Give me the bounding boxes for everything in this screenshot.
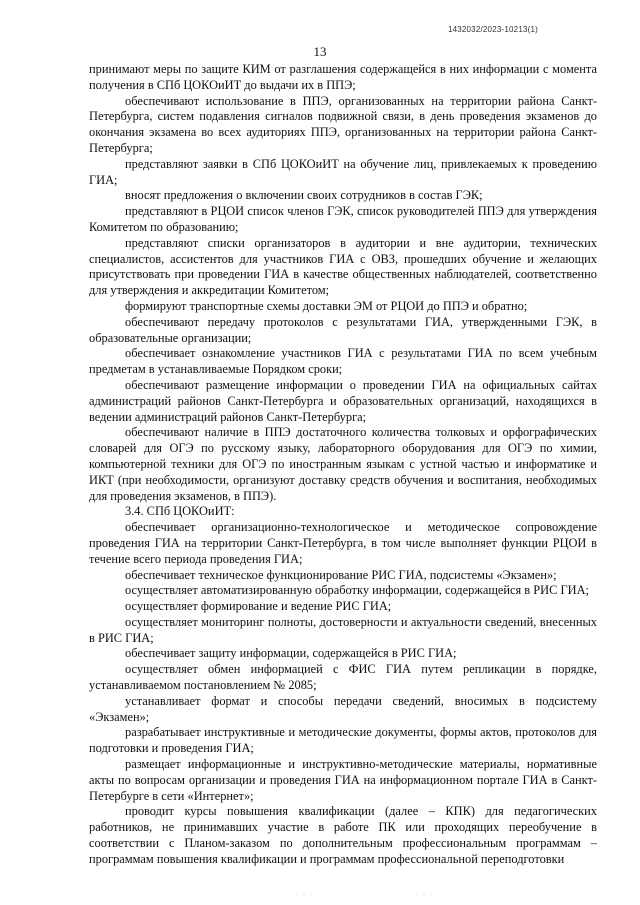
document-registration-number: 1432032/2023-10213(1) (447, 25, 538, 34)
scan-footer-mark: · · · · · · · · · · · · · · · · · · · · · · · · · · · · · · · (205, 893, 435, 899)
paragraph: формируют транспортные схемы доставки ЭМ от РЦОИ до ППЭ и обратно; (125, 298, 528, 313)
paragraph: устанавливает формат и способы передачи сведений, вносимых в подсистему «Экзамен»; (89, 693, 597, 724)
paragraph: разрабатывает инструктивные и методические документы, формы актов, протоколов для подготовки и проведения ГИА; (89, 725, 597, 756)
page-number: 13 (313, 44, 327, 59)
paragraph: обеспечивает организационно-технологическое и методическое сопровождение проведения ГИА на территории Санкт-Петербурга, в том числе выполняет функции РЦОИ в течение всего периода проведения ГИА; (89, 520, 597, 566)
paragraph: проводит курсы повышения квалификации (далее – КПК) для педагогических работников, не принимавших участие в работе ПК или проходящих переобучение в соответствии с Планом-заказом по дополнительным профессиональным программам – программам повышения квалификации и программам профессиональной переподготовки (89, 804, 597, 866)
paragraph: обеспечивают передачу протоколов с результатами ГИА, утвержденными ГЭК, в образовательные организации; (89, 314, 597, 345)
paragraph: обеспечивают использование в ППЭ, организованных на территории района Санкт-Петербурга, систем подавления сигналов подвижной связи, в день проведения экзаменов до окончания экзамена во всех аудиториях ППЭ, организованных на территории района Санкт-Петербурга; (89, 93, 597, 155)
paragraph: принимают меры по защите КИМ от разглашения содержащейся в них информации с момента получения в СПб ЦОКОиИТ до выдачи их в ППЭ; (89, 62, 597, 92)
paragraph: обеспечивает техническое функционирование РИС ГИА, подсистемы «Экзамен»; (125, 567, 557, 582)
paragraph: осуществляет формирование и ведение РИС ГИА; (125, 599, 392, 614)
paragraph: вносят предложения о включении своих сотрудников в состав ГЭК; (125, 188, 483, 203)
paragraph: обеспечивает ознакомление участников ГИА с результатами ГИА по всем учебным предметам в устанавливаемые Порядком сроки; (89, 346, 597, 377)
paragraph: обеспечивают размещение информации о проведении ГИА на официальных сайтах администраций районов Санкт-Петербурга и образовательных организаций, находящихся в ведении администраций районов Санкт-Петербурга; (89, 377, 597, 424)
paragraph: осуществляет мониторинг полноты, достоверности и актуальности сведений, внесенных в РИС ГИА; (89, 614, 597, 645)
paragraph: представляют в РЦОИ список членов ГЭК, список руководителей ППЭ для утверждения Комитетом по образованию; (89, 204, 597, 234)
paragraph: осуществляет автоматизированную обработку информации, содержащейся в РИС ГИА; (125, 583, 589, 598)
section-heading: 3.4. СПб ЦОКОиИТ: (125, 504, 235, 519)
paragraph: осуществляет обмен информацией с ФИС ГИА путем репликации в порядке, устанавливаемом постановлением № 2085; (89, 662, 597, 693)
paragraph: размещает информационные и инструктивно-методические материалы, нормативные акты по вопросам организации и проведения ГИА на информационном портале ГИА в Санкт-Петербурге в сети «Интернет»; (89, 757, 597, 803)
paragraph: обеспечивают наличие в ППЭ достаточного количества толковых и орфографических словарей для ОГЭ по русскому языку, лабораторного оборудования для ОГЭ по химии, компьютерной техники для ОГЭ по иностранным языкам с устной частью и информатике и ИКТ (при необходимости, организуют доставку средств обучения и воспитания, необходимых для проведения экзаменов, в ППЭ). (89, 425, 597, 503)
paragraph: представляют списки организаторов в аудитории и вне аудитории, технических специалистов, ассистентов для участников ГИА с ОВЗ, прошедших обучение и желающих присутствовать при проведении ГИА в качестве общественных наблюдателей, соответственно для утверждения и аккредитации Комитетом; (89, 235, 597, 298)
paragraph: представляют заявки в СПб ЦОКОиИТ на обучение лиц, привлекаемых к проведению ГИА; (89, 156, 597, 187)
paragraph: обеспечивает защиту информации, содержащейся в РИС ГИА; (125, 646, 457, 661)
document-body (89, 62, 597, 868)
